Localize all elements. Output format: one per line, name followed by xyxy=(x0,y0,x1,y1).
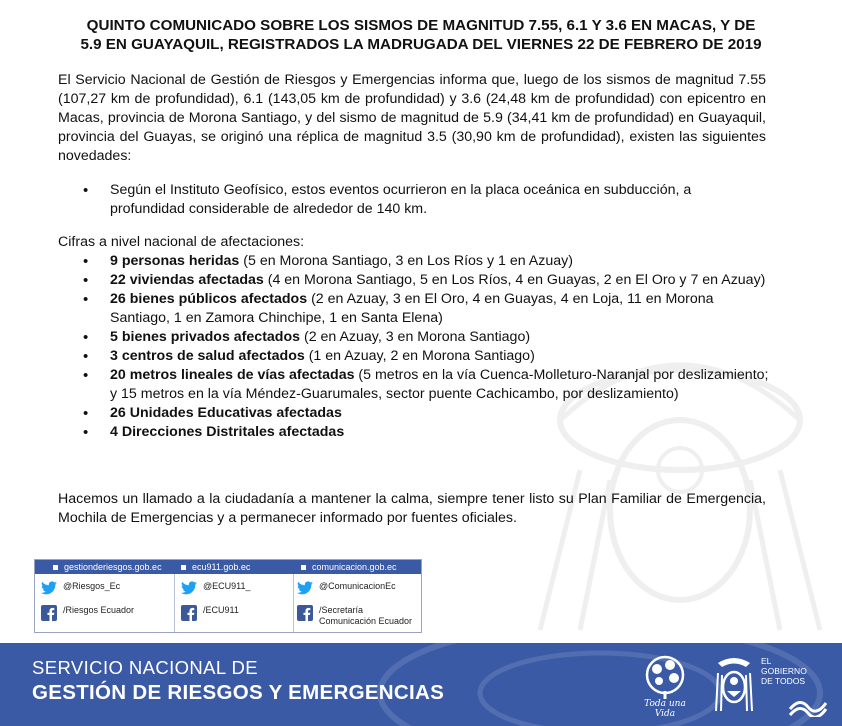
list-item xyxy=(80,366,770,404)
websites-bar xyxy=(35,560,421,574)
contact-box xyxy=(34,559,422,633)
cifra-bold: 20 metros lineales de vías afectadas xyxy=(110,367,355,383)
communique-title xyxy=(40,16,802,54)
toda-una-vida-text: Toda una Vida xyxy=(644,699,686,719)
twitter-icon xyxy=(297,581,313,595)
cifra-bold: 3 centros de salud afectados xyxy=(110,348,305,364)
title-line-1: QUINTO COMUNICADO SOBRE LOS SISMOS DE MAGNITUD 7.55, 6.1 Y 3.6 EN MACAS, Y DE xyxy=(86,17,756,34)
twitter-riesgos[interactable]: @Riesgos_Ec xyxy=(41,581,120,595)
cifra-bold: 22 viviendas afectadas xyxy=(110,272,264,288)
ecuador-coat-of-arms-icon xyxy=(712,655,756,715)
cifra-detail: (2 en Azuay, 3 en Morona Santiago) xyxy=(300,329,531,345)
twitter-icon xyxy=(41,581,57,595)
title-line-2: 5.9 EN GUAYAQUIL, REGISTRADOS LA MADRUGADA DEL VIERNES 22 DE FEBRERO DE 2019 xyxy=(80,36,762,53)
list-item xyxy=(80,423,770,442)
website-link-riesgos[interactable]: gestionderiesgos.gob.ec xyxy=(53,561,162,573)
list-item xyxy=(80,347,770,366)
facebook-riesgos[interactable]: /Riesgos Ecuador xyxy=(41,605,134,621)
facebook-icon xyxy=(297,605,313,621)
cifra-detail: (5 en Morona Santiago, 3 en Los Ríos y 1 en Azuay) xyxy=(239,253,573,269)
cifra-bold: 26 bienes públicos afectados xyxy=(110,291,308,307)
list-item xyxy=(80,271,770,290)
twitter-comunicacion[interactable]: @ComunicacionEc xyxy=(297,581,396,595)
cifra-bold: 26 Unidades Educativas afectadas xyxy=(110,405,342,421)
geo-bullet: • Según el Instituto Geofísico, estos eventos ocurrieron en la placa oceánica en subducción, a profundidad considerable de alrededor de 140 km. xyxy=(80,181,770,219)
cifra-bold: 4 Direcciones Distritales afectadas xyxy=(110,424,345,440)
gobierno-wave-icon xyxy=(788,693,828,717)
cifras-heading: Cifras a nivel nacional de afectaciones: xyxy=(58,234,305,250)
website-link-ecu911[interactable]: ecu911.gob.ec xyxy=(181,561,250,573)
facebook-ecu911[interactable]: /ECU911 xyxy=(181,605,239,621)
cifra-bold: 5 bienes privados afectados xyxy=(110,329,301,345)
twitter-icon xyxy=(181,581,197,595)
list-item xyxy=(80,252,770,271)
cifra-bold: 9 personas heridas xyxy=(110,253,240,269)
cifra-detail: (1 en Azuay, 2 en Morona Santiago) xyxy=(304,348,535,364)
column-divider xyxy=(293,574,294,632)
list-item xyxy=(80,404,770,423)
intro-paragraph: El Servicio Nacional de Gestión de Riesgos y Emergencias informa que, luego de los sismos de magnitud 7.55 (107,27 km de profundidad), 6.1 (143,05 km de profundidad) y 3.6 (24,48 km de profundidad) con epicentro en Macas, provincia de Morona Santiago, y del sismo de magnitud de 5.9 (34,41 km de profundidad) en Guayaquil, provincia del Guayas, se originó una réplica de magnitud 3.5 (30,90 km de profundidad), existen las siguientes novedades: xyxy=(58,72,766,164)
column-divider xyxy=(174,574,175,632)
twitter-ecu911[interactable]: @ECU911_ xyxy=(181,581,251,595)
closing-paragraph: Hacemos un llamado a la ciudadanía a mantener la calma, siempre tener listo su Plan Familiar de Emergencia, Mochila de Emergencias y a permanecer informado por fuentes oficiales. xyxy=(58,491,766,526)
agency-name-line-1: SERVICIO NACIONAL DE xyxy=(32,657,258,678)
facebook-icon xyxy=(181,605,197,621)
cifra-detail: (5 metros en la vía Cuenca-Molleturo-Naranjal por deslizamiento; y 15 metros en la vía Méndez-Guarumales, sector puente Cachicambo, por deslizamiento) xyxy=(110,367,769,402)
facebook-comunicacion[interactable]: /Secretaría Comunicación Ecuador xyxy=(297,605,415,627)
bullet-square-icon xyxy=(181,565,186,570)
cifras-list xyxy=(80,252,770,442)
list-item xyxy=(80,290,770,328)
list-item xyxy=(80,328,770,347)
website-link-comunicacion[interactable]: comunicacion.gob.ec xyxy=(301,561,397,573)
footer-banner xyxy=(0,643,842,726)
facebook-icon xyxy=(41,605,57,621)
gobierno-de-todos-logo: EL GOBIERNO DE TODOS xyxy=(761,656,807,686)
bullet-square-icon xyxy=(301,565,306,570)
bullet-square-icon xyxy=(53,565,58,570)
agency-name-line-2: GESTIÓN DE RIESGOS Y EMERGENCIAS xyxy=(32,681,445,704)
geo-bullet-list xyxy=(80,181,770,219)
cifra-detail: (2 en Azuay, 3 en El Oro, 4 en Guayas, 4 en Loja, 11 en Morona Santiago, 1 en Zamora Chinchipe, 1 en Santa Elena) xyxy=(110,291,714,326)
cifra-detail: (4 en Morona Santiago, 5 en Los Ríos, 4 en Guayas, 2 en El Oro y 7 en Azuay) xyxy=(263,272,766,288)
